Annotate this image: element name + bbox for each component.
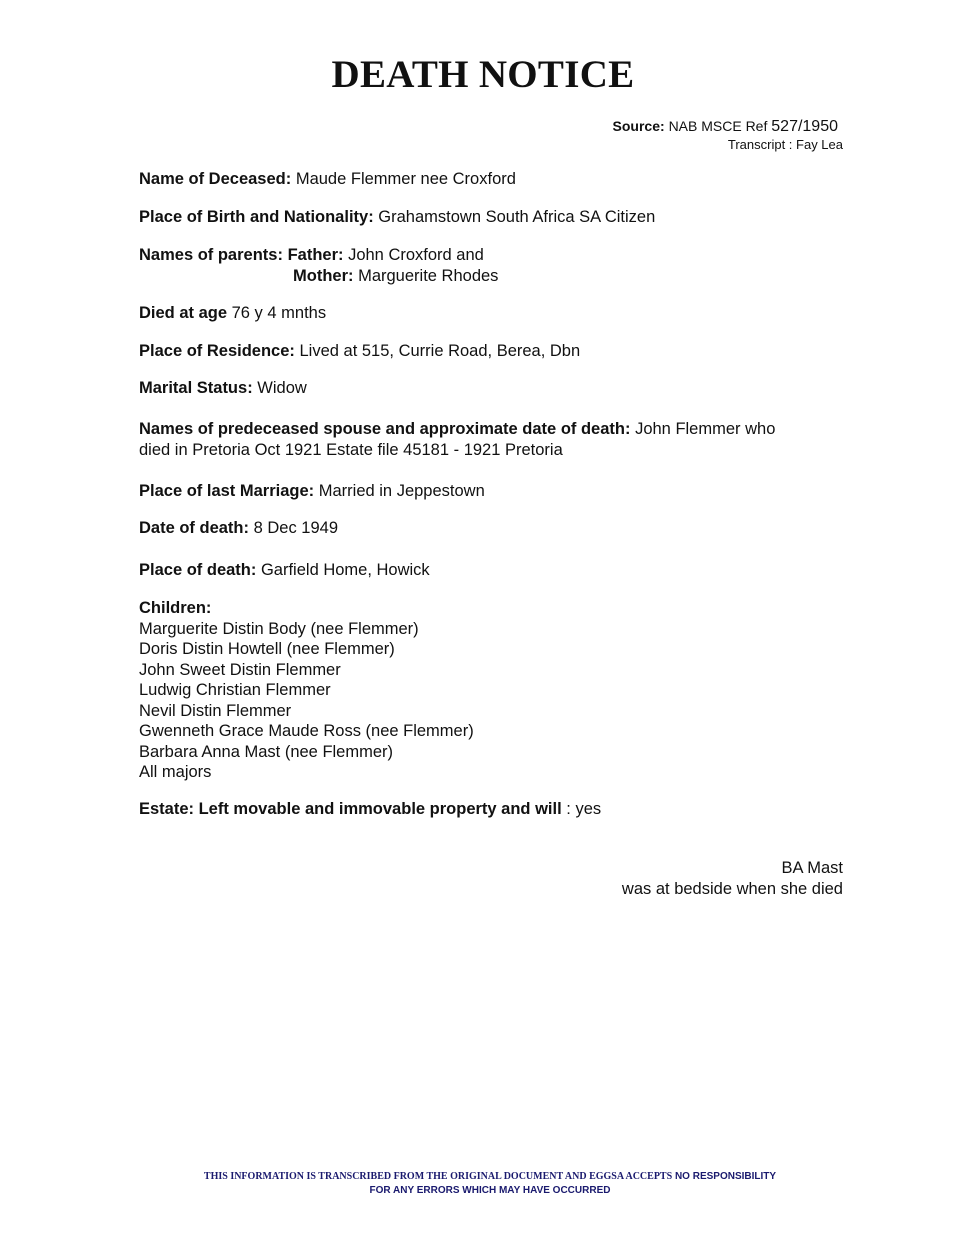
father-value: John Croxford and [348,246,484,264]
list-item: All majors [139,763,212,781]
field-label: Place of last Marriage: [139,482,315,500]
field-birth [139,207,655,228]
field-place-of-death [139,560,430,581]
field-label: Names of parents: [139,246,283,264]
field-marital [139,378,307,399]
field-value: Maude Flemmer nee Croxford [295,170,516,188]
children-label: Children: [139,599,212,617]
list-item: Gwenneth Grace Maude Ross (nee Flemmer) [139,722,474,740]
mother-label: Mother: [293,266,354,285]
mother-line [139,266,498,287]
field-value: Garfield Home, Howick [260,561,430,579]
field-value: Lived at 515, Currie Road, Berea, Dbn [299,342,581,360]
field-marriage [139,481,485,502]
field-residence [139,341,580,362]
field-value: 76 y 4 mnths [231,304,327,322]
field-estate [139,799,601,820]
field-value: Widow [257,379,307,397]
list-item: Ludwig Christian Flemmer [139,681,331,699]
list-item: Marguerite Distin Body (nee Flemmer) [139,619,419,638]
field-age [139,303,326,324]
field-label: Marital Status: [139,379,253,397]
field-label: Names of predeceased spouse and approximate date of death: [139,420,631,438]
page-title: DEATH NOTICE [331,53,635,96]
source-label: Source: [612,118,665,134]
signature-name: BA Mast [781,859,843,877]
field-value: Grahamstown South Africa SA Citizen [378,208,656,226]
source-line [613,118,838,136]
field-value: Married in Jeppestown [318,482,485,500]
children-list [139,598,474,783]
field-label: Date of death: [139,519,250,537]
source-value: NAB MSCE Ref [668,118,768,134]
transcript-credit: Transcript : Fay Lea [727,137,843,152]
field-label: Place of death: [139,561,257,579]
disclaimer-line-2: FOR ANY ERRORS WHICH MAY HAVE OCCURRED [369,1185,611,1196]
field-date-of-death [139,518,338,539]
field-label: Place of Residence: [139,342,295,360]
list-item: John Sweet Distin Flemmer [139,660,341,679]
list-item: Barbara Anna Mast (nee Flemmer) [139,742,394,761]
field-label: Place of Birth and Nationality: [139,208,374,226]
field-label: Name of Deceased: [139,170,292,188]
field-deceased [139,169,516,190]
mother-value: Marguerite Rhodes [358,266,499,285]
source-ref: 527/1950 [771,118,838,135]
signature-note: was at bedside when she died [621,879,843,898]
disclaimer-line-1b: NO RESPONSIBILITY [674,1171,777,1182]
list-item: Nevil Distin Flemmer [139,701,292,720]
disclaimer [0,1170,966,1198]
field-label: Died at age [139,304,228,322]
field-value: : yes [566,800,602,818]
disclaimer-line-1a: THIS INFORMATION IS TRANSCRIBED FROM THE ORIGINAL DOCUMENT AND EGGSA ACCEPTS [203,1171,673,1182]
signature-block [622,858,843,899]
field-value: John Flemmer who [635,420,776,438]
list-item: Doris Distin Howtell (nee Flemmer) [139,640,395,658]
father-label: Father: [287,246,344,264]
field-value-continued: died in Pretoria Oct 1921 Estate file 45181 - 1921 Pretoria [139,440,563,459]
field-value: 8 Dec 1949 [253,519,339,537]
field-parents [139,245,498,286]
field-label: Estate: Left movable and immovable property and will [139,800,562,818]
disclaimer-line-1 [0,1170,966,1184]
field-spouse [139,419,775,460]
